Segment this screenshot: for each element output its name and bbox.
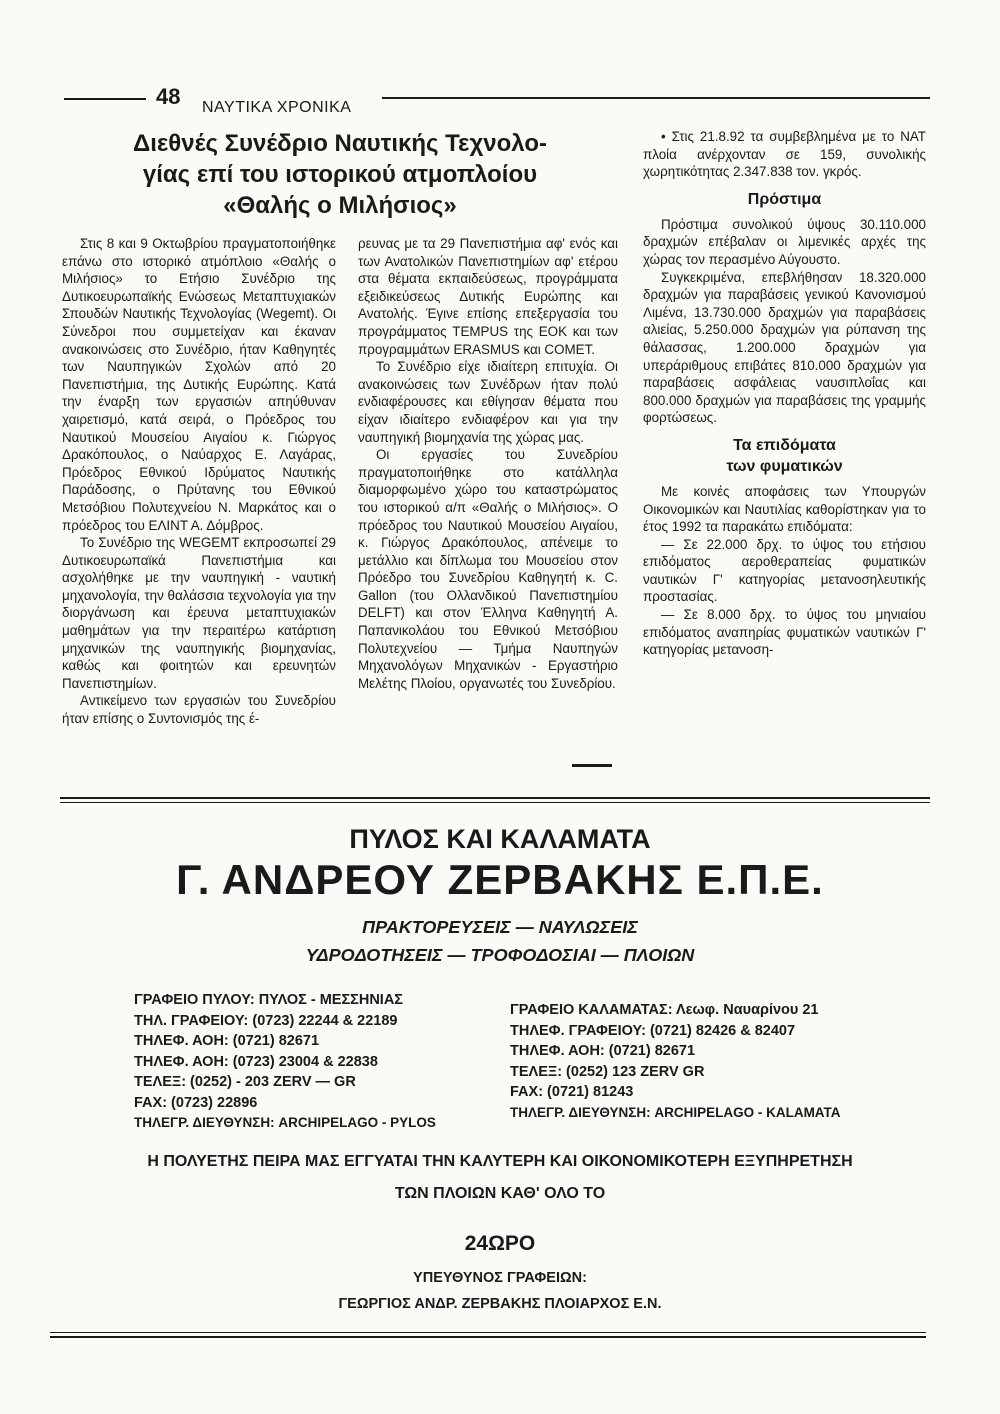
article-title-line: «Θαλής ο Μιλήσιος» xyxy=(223,192,457,219)
contact-line: FAX: (0723) 22896 xyxy=(134,1094,258,1111)
contact-line: ΤΗΛ. ΓΡΑΦΕΙΟΥ: (0723) 22244 & 22189 xyxy=(134,1012,398,1029)
paragraph: Με κοινές αποφάσεις των Υπουργών Οικονομικών και Ναυτιλίας καθορίστηκαν για το έτος 1992 τα παρακάτω επιδόματα: xyxy=(643,483,926,535)
page-number: 48 xyxy=(156,84,181,109)
kalamata-office-contacts xyxy=(510,1000,841,1123)
ad-slogan: ΤΩΝ ΠΛΟΙΩΝ ΚΑΘ' ΟΛΟ ΤΟ xyxy=(394,1185,606,1202)
paragraph: Το Συνέδριο είχε ιδιαίτερη επιτυχία. Οι ανακοινώσεις των Συνέδρων ήταν πολύ ενδιαφέρουσες και εθίγησαν θέματα που είχαν ιδιαίτερο ενδιαφέρον και για την ναυπηγική βιομηχανία της χώρας μας. xyxy=(358,359,618,445)
contact-line: ΤΗΛΕΦ. ΑΟΗ: (0721) 82671 xyxy=(134,1033,320,1049)
ad-company-name: Γ. ΑΝΔΡΕΟΥ ΖΕΡΒΑΚΗΣ Ε.Π.Ε. xyxy=(176,856,824,903)
ad-hours: 24ΩΡΟ xyxy=(464,1232,536,1255)
article-title-line: γίας επί του ιστορικού ατμοπλοίου xyxy=(142,161,538,188)
ad-top-rule xyxy=(60,802,930,803)
paragraph: — Σε 8.000 δρχ. το ύψος του μηνιαίου επιδόματος αναπηρίας φυματικών ναυτικών Γ' κατηγορίας μετανοση- xyxy=(643,607,926,658)
paragraph: Το Συνέδριο της WEGEMT εκπροσωπεί 29 Δυτικοευρωπαϊκά Πανεπιστήμια και ασχολήθηκε με την ναυπηγική - ναυτική μηχανολογία, την θαλάσσια τεχνολογία για την διοργάνωση και έρευνα μεταπτυχιακών μαθημάτων για την περαιτέρω κατάρτιση μηχανικών της ναυπηγικής βιομηχανίας, καθώς και φοιτητών και ερευνητών Πανεπιστημίων. xyxy=(62,535,336,691)
article-end-mark xyxy=(572,764,612,767)
paragraph: Στις 8 και 9 Οκτωβρίου πραγματοποιήθηκε επάνω στο ιστορικό ατμόπλοιο «Θαλής ο Μιλήσιος» το Ετήσιο Συνέδριο της Δυτικοευρωπαϊκής Ενώσεως Μεταπτυχιακών Σπουδών Ναυτικής Τεχνολογίας (Wegemt). Οι Σύνεδροι που συμμετείχαν και έκαναν ανακοινώσεις στο Συνέδριο, ήταν Καθηγητές των Ναυπηγικών Σχολών από 20 Πανεπιστήμια, της Δυτικής Ευρώπης. Κατά την έναρξη των εργασιών απηύθυναν χαιρετισμό, κατά σειρά, ο Πρόεδρος του Ναυτικού Μουσείου Αιγαίου κ. Γιώργος Δρακόπουλος, ο Ναύαρχος Ε. Λαγάρας, Πρόεδρος Εθνικού Ιδρύματος Ναυτικής Παράδοσης, ο Πρύτανης του Εθνικού Μετσόβιου Πολυτεχνείου Ν. Μαρκάτος και ο πρόεδρος του ΕΛΙΝΤ Α. Δόμβρος. xyxy=(62,236,336,533)
pylos-office-contacts xyxy=(134,990,436,1134)
news-item: • Στις 21.8.92 τα συμβεβλημένα με το ΝΑΤ πλοία ανέρχονταν σε 159, συνολικής χωρητικότητας 2.347.838 τον. γκρός. xyxy=(643,129,926,180)
fines-heading: Πρόστιμα xyxy=(747,190,822,208)
contact-line: ΤΕΛΕΞ: (0252) - 203 ZERV — GR xyxy=(134,1074,356,1090)
article-column-2 xyxy=(358,235,618,692)
ad-services: ΠΡΑΚΤΟΡΕΥΣΕΙΣ — ΝΑΥΛΩΣΕΙΣ xyxy=(362,917,638,937)
contact-line: FAX: (0721) 81243 xyxy=(510,1084,634,1100)
article-column-1 xyxy=(62,235,336,728)
paragraph: Αντικείμενο των εργασιών του Συνεδρίου ήταν επίσης ο Συντονισμός της έ- xyxy=(62,693,336,727)
contact-line: ΤΗΛΕΦ. ΑΟΗ: (0721) 82671 xyxy=(510,1043,696,1059)
allowance-heading: Τα επιδόματα xyxy=(733,436,836,454)
ad-city: ΠΥΛΟΣ ΚΑΙ ΚΑΛΑΜΑΤΑ xyxy=(349,824,651,854)
header-rule-right xyxy=(382,97,930,99)
contact-line: ΓΡΑΦΕΙΟ ΚΑΛΑΜΑΤΑΣ: Λεωφ. Ναυαρίνου 21 xyxy=(510,1002,819,1018)
ad-responsible-label: ΥΠΕΥΘΥΝΟΣ ΓΡΑΦΕΙΩΝ: xyxy=(413,1270,587,1286)
ad-bottom-rule xyxy=(50,1332,926,1333)
paragraph: Οι εργασίες του Συνεδρίου πραγματοποιήθηκε στο κατάλληλα διαμορφωμένο χώρο του καταστρώματος του ιστορικού α/π «Θαλής ο Μιλήσιος». Ο πρόεδρος του Ναυτικού Μουσείου Αιγαίου, κ. Γιώργος Δρακόπουλος, απένειμε το μετάλλιο και δίπλωμα του Μουσείου στον Πρόεδρο του Συνεδρίου Καθηγητή κ. C. Gallon (του Ολλανδικού Πανεπιστημίου DELFT) και στον Έλληνα Καθηγητή Α. Παπανικολάου του Εθνικού Μετσόβιου Πολυτεχνείου — Τμήμα Ναυπηγών Μηχανολόγων Μηχανικών - Εργαστήριο Μελέτης Πλοίου, οργανωτές του Συνεδρίου. xyxy=(358,447,618,691)
news-column xyxy=(643,128,926,659)
header-rule-left xyxy=(64,98,146,100)
contact-line: ΤΗΛΕΦ. ΓΡΑΦΕΙΟΥ: (0721) 82426 & 82407 xyxy=(510,1022,796,1039)
contact-line: ΤΗΛΕΦ. ΑΟΗ: (0723) 23004 & 22838 xyxy=(134,1053,378,1070)
paragraph: ρευνας με τα 29 Πανεπιστήμια αφ' ενός και των Ανατολικών Πανεπιστημίων αφ' ετέρου στα θέματα εκπαιδεύσεως, προγράμματα εξειδικεύσεως Δυτικής Ευρώπης και Ανατολής. Έγινε επίσης επεξεργασία του προγράμματος TEMPUS της ΕΟΚ και των προγραμμάτων ERASMUS και COMET. xyxy=(358,236,618,357)
paragraph: — Σε 22.000 δρχ. το ύψος του ετήσιου επιδόματος αεροθεραπείας φυματικών ναυτικών Γ' κατηγορίας μετανοσηλευτικής προστασίας. xyxy=(643,536,926,605)
article-title xyxy=(76,128,604,221)
contact-line: ΤΗΛΕΓΡ. ΔΙΕΥΘΥΝΣΗ: ARCHIPELAGO - PYLOS xyxy=(134,1115,436,1130)
ad-top-rule xyxy=(60,797,930,799)
contact-line: ΤΕΛΕΞ: (0252) 123 ZERV GR xyxy=(510,1063,705,1080)
contact-line: ΤΗΛΕΓΡ. ΔΙΕΥΘΥΝΣΗ: ARCHIPELAGO - KALAMATA xyxy=(510,1104,841,1120)
ad-responsible-name: ΓΕΩΡΓΙΟΣ ΑΝΔΡ. ΖΕΡΒΑΚΗΣ ΠΛΟΙΑΡΧΟΣ Ε.Ν. xyxy=(338,1296,662,1312)
paragraph: Πρόστιμα συνολικού ύψους 30.110.000 δραχμών επέβαλαν οι λιμενικές αρχές της χώρας τον περασμένο Αύγουστο. xyxy=(643,216,926,267)
allowance-heading: των φυματικών xyxy=(726,457,843,475)
article-title-line: Διεθνές Συνέδριο Ναυτικής Τεχνολο- xyxy=(133,130,547,157)
running-head: ΝΑΥΤΙΚΑ ΧΡΟΝΙΚΑ xyxy=(202,99,352,116)
ad-services: ΥΔΡΟΔΟΤΗΣΕΙΣ — ΤΡΟΦΟΔΟΣΙΑΙ — ΠΛΟΙΩΝ xyxy=(305,945,695,965)
ad-slogan: Η ΠΟΛΥΕΤΗΣ ΠΕΙΡΑ ΜΑΣ ΕΓΓΥΑΤΑΙ ΤΗΝ ΚΑΛΥΤΕΡΗ ΚΑΙ ΟΙΚΟΝΟΜΙΚΟΤΕΡΗ ΕΞΥΠΗΡΕΤΗΣΗ xyxy=(147,1153,853,1170)
ad-bottom-rule xyxy=(50,1336,926,1338)
contact-line: ΓΡΑΦΕΙΟ ΠΥΛΟΥ: ΠΥΛΟΣ - ΜΕΣΣΗΝΙΑΣ xyxy=(134,992,404,1008)
paragraph: Συγκεκριμένα, επεβλήθησαν 18.320.000 δραχμών για παραβάσεις γενικού Κανονισμού Λιμένα, 13.730.000 δραχμών για παραβάσεις αλιείας, 5.250.000 δραχμών για ρύπανση της θάλασσας, 1.200.000 δραχμών για υπεράριθμους επιβάτες 810.000 δραχμών για παραβάσεις ασφάλειας ναυσιπλοΐας και 800.000 δραχμών για παραβάσεις της γραμμής φορτώσεως. xyxy=(643,269,926,426)
